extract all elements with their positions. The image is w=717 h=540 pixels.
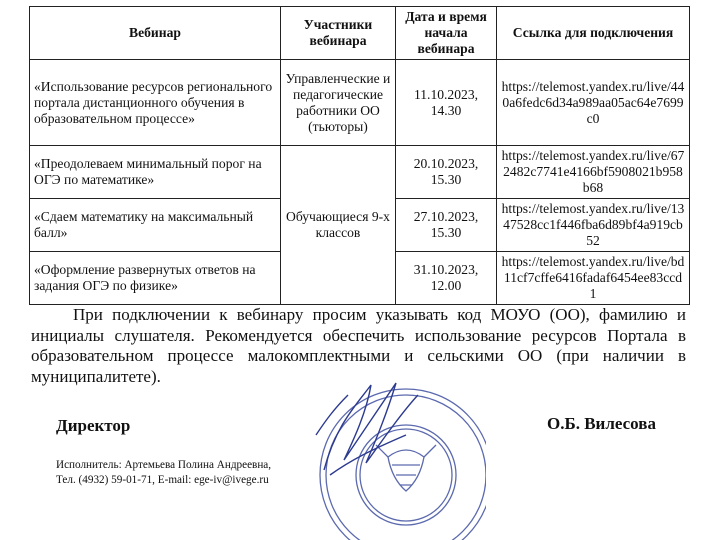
header-participants: Участники вебинара — [281, 7, 396, 60]
table-row — [30, 60, 690, 146]
executor-name-line: Исполнитель: Артемьева Полина Андреевна, — [56, 459, 272, 471]
header-datetime: Дата и время начала вебинара — [396, 7, 497, 60]
webinar-participants: Обучающиеся 9-х классов — [281, 146, 396, 305]
webinar-table — [29, 6, 690, 305]
official-seal-stamp — [296, 365, 486, 540]
webinar-datetime: 27.10.2023, 15.30 — [396, 199, 497, 252]
director-title: Директор — [56, 416, 131, 435]
webinar-topic: «Оформление развернутых ответов на задания ОГЭ по физике» — [30, 252, 281, 305]
header-webinar: Вебинар — [30, 7, 281, 60]
director-name: О.Б. Вилесова — [547, 414, 656, 433]
table-row — [30, 146, 690, 199]
webinar-datetime: 11.10.2023, 14.30 — [396, 60, 497, 146]
webinar-participants: Управленческие и педагогические работники ОО (тьюторы) — [281, 60, 396, 146]
table-header-row — [30, 7, 690, 60]
webinar-link[interactable]: https://telemost.yandex.ru/live/1347528cc1f446fba6d89bf4a919cb52 — [497, 199, 690, 252]
webinar-link[interactable]: https://telemost.yandex.ru/live/440a6fedc6d34a989aa05ac64e7699c0 — [497, 60, 690, 146]
webinar-topic: «Использование ресурсов регионального портала дистанционного обучения в образовательном процессе» — [30, 60, 281, 146]
webinar-datetime: 20.10.2023, 15.30 — [396, 146, 497, 199]
webinar-link[interactable]: https://telemost.yandex.ru/live/bd11cf7cffe6416fadaf6454ee83ccd1 — [497, 252, 690, 305]
webinar-link[interactable]: https://telemost.yandex.ru/live/672482c7741e4166bf5908021b958b68 — [497, 146, 690, 199]
webinar-topic: «Преодолеваем минимальный порог на ОГЭ по математике» — [30, 146, 281, 199]
webinar-topic: «Сдаем математику на максимальный балл» — [30, 199, 281, 252]
executor-info — [56, 458, 271, 488]
webinar-datetime: 31.10.2023, 12.00 — [396, 252, 497, 305]
executor-contact-line: Тел. (4932) 59-01-71, E-mail: ege-iv@ivege.ru — [56, 474, 269, 486]
header-link: Ссылка для подключения — [497, 7, 690, 60]
instructions-paragraph: При подключении к вебинару просим указывать код МОУО (ОО), фамилию и инициалы слушателя. Рекомендуется обеспечить использование ресурсов Портала в образовательном процессе малокомплектными и сельскими ОО (при наличии в муниципалитете). — [31, 305, 686, 386]
